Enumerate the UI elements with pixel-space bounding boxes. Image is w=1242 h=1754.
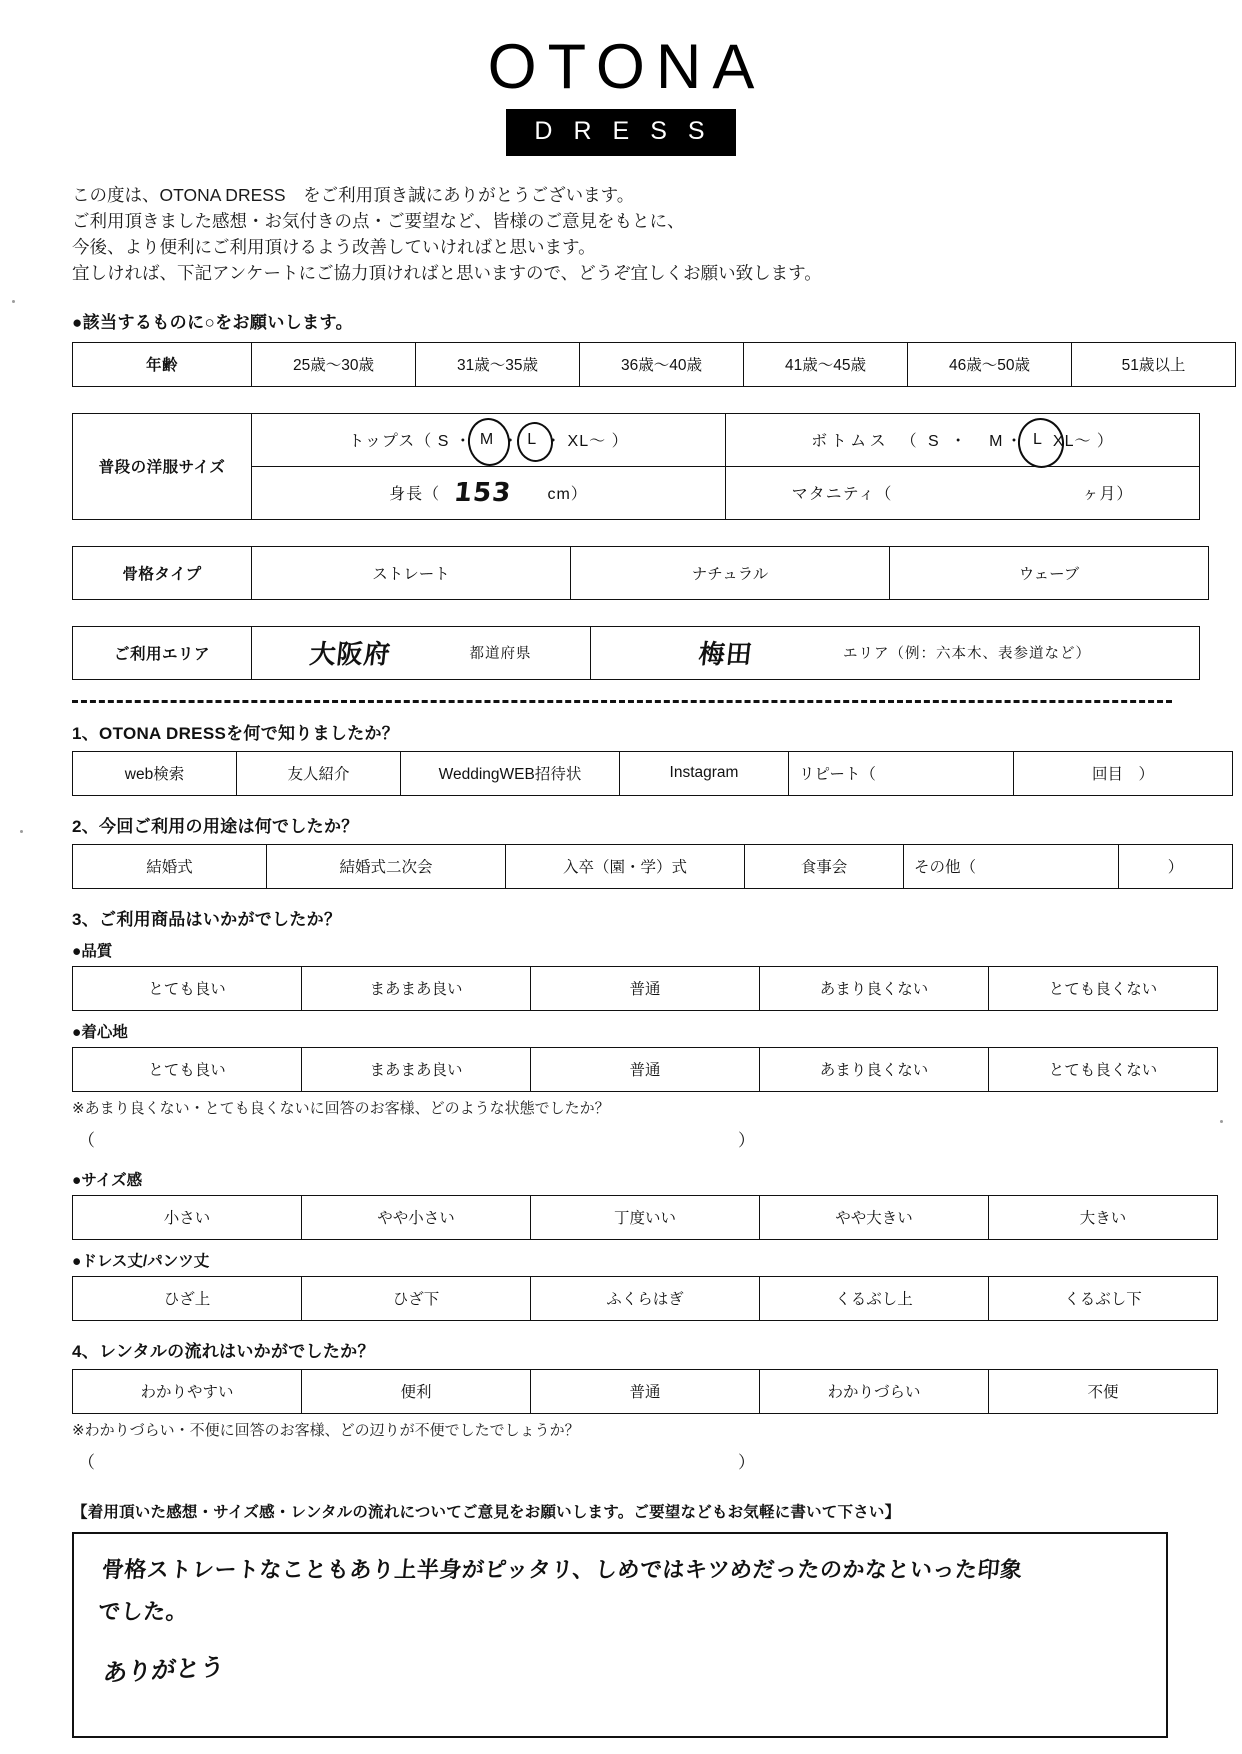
age-table [72,342,1236,387]
comment-line-1: 骨格ストレートなこともあり上半身がピッタリ、しめではキツめだったのかなといった印象 [100,1557,1024,1583]
height-value-handwritten: 153 [452,477,514,508]
q2-option-ceremony[interactable]: 入卒（園・学）式 [506,844,745,888]
brand-subname: DRESS [506,109,735,156]
question-1-table [72,751,1233,796]
comfort-option-very-good[interactable]: とても良い [73,1047,302,1091]
area-caption: エリア（例：六本木、表参道など） [843,646,1091,663]
q2-option-wedding[interactable]: 結婚式 [73,844,267,888]
table-row [73,342,1236,386]
length-option-above-knee[interactable]: ひざ上 [73,1276,302,1320]
comfort-note: ※あまり良くない・とても良くないに回答のお客様、どのような状態でしたか？ [72,1099,610,1117]
q4-option-convenient[interactable]: 便利 [302,1369,531,1413]
scan-artifact [1220,1120,1223,1123]
comfort-option-normal[interactable]: 普通 [531,1047,760,1091]
body-type-option-natural[interactable]: ナチュラル [571,546,890,599]
length-label: ●ドレス丈/パンツ丈 [72,1252,210,1270]
intro-line-1: この度は、OTONA DRESS をご利用頂き誠にありがとうございます。 [72,184,635,205]
table-row [73,1369,1218,1413]
quality-option-not-good[interactable]: あまり良くない [760,966,989,1010]
fit-option-slightly-small[interactable]: やや小さい [302,1195,531,1239]
scan-artifact [12,300,15,303]
height-unit-label: cm） [547,486,588,504]
tops-size-cell[interactable] [252,413,726,466]
comfort-label: ●着心地 [72,1023,128,1041]
length-option-below-ankle[interactable]: くるぶし下 [989,1276,1218,1320]
bottoms-dot: ・ [1005,433,1023,451]
quality-option-fairly-good[interactable]: まあまあ良い [302,966,531,1010]
quality-option-very-bad[interactable]: とても良くない [989,966,1218,1010]
q4-answer-close: ） [738,1452,755,1472]
bottoms-prefix-label: ボトムス （ S ・ M [811,433,1006,451]
comfort-answer-open: （ [78,1130,95,1150]
bottoms-option-l[interactable] [1023,431,1053,449]
section-divider [72,700,1172,703]
tops-suffix-label: ・ XL～ ） [545,433,629,451]
length-option-above-ankle[interactable]: くるぶし上 [760,1276,989,1320]
q4-option-normal[interactable]: 普通 [531,1369,760,1413]
fit-option-small[interactable]: 小さい [73,1195,302,1239]
q2-option-other[interactable]: その他（ [904,844,1119,888]
quality-option-normal[interactable]: 普通 [531,966,760,1010]
age-option-31-35[interactable]: 31歳～35歳 [416,342,580,386]
tops-option-m[interactable] [472,431,502,449]
height-label: 身長（ [389,486,441,504]
brand-logo [0,0,1242,156]
intro-line-3: 今後、より便利にご利用頂けるよう改善していければと思います。 [72,236,596,257]
height-cell[interactable] [252,466,726,519]
age-label: 年齢 [73,342,252,386]
comfort-answer-line[interactable] [78,1126,1242,1148]
comment-box[interactable] [72,1532,1168,1738]
maternity-cell[interactable] [726,466,1200,519]
age-option-46-50[interactable]: 46歳～50歳 [908,342,1072,386]
length-option-below-knee[interactable]: ひざ下 [302,1276,531,1320]
q1-option-instagram[interactable]: Instagram [620,751,789,795]
age-option-51-plus[interactable]: 51歳以上 [1072,342,1236,386]
prefecture-caption: 都道府県 [469,646,532,663]
bottoms-suffix-label: XL～ ） [1052,433,1114,451]
body-type-option-straight[interactable]: ストレート [252,546,571,599]
quality-table [72,966,1218,1011]
brand-name: OTONA [487,32,766,102]
comment-signature: ありがとう [101,1652,226,1687]
area-table [72,626,1200,680]
clothing-size-label: 普段の洋服サイズ [73,413,252,519]
q1-option-weddingweb[interactable]: WeddingWEB招待状 [401,751,620,795]
body-type-label: 骨格タイプ [73,546,252,599]
question-2-title: 2、今回ご利用の用途は何でしたか？ [72,816,359,836]
comfort-answer-close: ） [738,1130,755,1150]
q1-option-repeat-count[interactable]: 回目 ） [1014,751,1233,795]
table-row [73,1195,1218,1239]
tops-option-l[interactable] [519,431,545,449]
question-1-title: 1、OTONA DRESSを何で知りましたか？ [72,723,400,743]
q1-option-web-search[interactable]: web検索 [73,751,237,795]
fit-option-large[interactable]: 大きい [989,1195,1218,1239]
comfort-option-not-good[interactable]: あまり良くない [760,1047,989,1091]
comment-line-2: でした。 [97,1599,190,1625]
tops-dot-1: ・ [502,433,520,451]
table-row [73,626,1200,679]
maternity-label: マタニティ（ [791,486,893,504]
q4-option-inconvenient[interactable]: 不便 [989,1369,1218,1413]
comment-section-title: 【着用頂いた感想・サイズ感・レンタルの流れについてご意見をお願いします。ご要望などもお気軽に書いて下さい】 [72,1503,901,1521]
age-option-25-30[interactable]: 25歳～30歳 [252,342,416,386]
fit-label: ●サイズ感 [72,1171,143,1189]
q2-option-other-close[interactable]: ） [1119,844,1233,888]
comfort-table [72,1047,1218,1092]
q2-option-dinner[interactable]: 食事会 [745,844,904,888]
table-row [73,844,1233,888]
prefecture-value-handwritten: 大阪府 [308,640,393,671]
quality-label: ●品質 [72,942,113,960]
fit-option-slightly-large[interactable]: やや大きい [760,1195,989,1239]
clothing-size-table [72,413,1200,520]
tops-m-label: M [479,430,495,448]
comfort-option-fairly-good[interactable]: まあまあ良い [302,1047,531,1091]
table-row [73,1276,1218,1320]
comment-handwritten [96,1550,1143,1634]
body-type-option-wave[interactable]: ウェーブ [890,546,1209,599]
q1-option-repeat[interactable]: リピート（ [789,751,1014,795]
maternity-unit-label: ヶ月） [1082,486,1134,504]
body-type-table [72,546,1209,600]
q2-option-afterparty[interactable]: 結婚式二次会 [267,844,506,888]
area-value-handwritten: 梅田 [697,640,755,671]
question-4-title: 4、レンタルの流れはいかがでしたか？ [72,1341,375,1361]
age-option-36-40[interactable]: 36歳～40歳 [580,342,744,386]
scan-artifact [20,830,23,833]
length-table [72,1276,1218,1321]
table-row [73,546,1209,599]
age-option-41-45[interactable]: 41歳～45歳 [744,342,908,386]
bottoms-l-label: L [1032,430,1043,448]
question-2-table [72,844,1233,889]
quality-option-very-good[interactable]: とても良い [73,966,302,1010]
q4-note: ※わかりづらい・不便に回答のお客様、どの辺りが不便でしたでしょうか？ [72,1421,580,1439]
fit-option-just-right[interactable]: 丁度いい [531,1195,760,1239]
intro-line-2: ご利用頂きました感想・お気付きの点・ご要望など、皆様のご意見をもとに、 [72,210,685,231]
table-row [73,751,1233,795]
bottoms-size-cell[interactable] [726,413,1200,466]
q4-answer-open: （ [78,1452,95,1472]
comfort-option-very-bad[interactable]: とても良くない [989,1047,1218,1091]
area-name-cell[interactable] [591,626,1200,679]
circle-instruction: ●該当するものに○をお願いします。 [72,312,353,332]
q1-option-friend[interactable]: 友人紹介 [237,751,401,795]
intro-line-4: 宜しければ、下記アンケートにご協力頂ければと思いますので、どうぞ宜しくお願い致します。 [72,262,822,283]
tops-prefix-label: トップス（ S ・ [348,433,472,451]
q4-option-easy[interactable]: わかりやすい [73,1369,302,1413]
question-4-table [72,1369,1218,1414]
prefecture-cell[interactable] [252,626,591,679]
question-3-title: 3、ご利用商品はいかがでしたか？ [72,909,342,929]
table-row [73,413,1200,466]
table-row [73,1047,1218,1091]
fit-table [72,1195,1218,1240]
length-option-calf[interactable]: ふくらはぎ [531,1276,760,1320]
intro-paragraph [72,182,1242,286]
table-row [73,966,1218,1010]
q4-answer-line[interactable] [78,1448,1242,1470]
q4-option-confusing[interactable]: わかりづらい [760,1369,989,1413]
tops-l-label: L [527,430,538,448]
area-label: ご利用エリア [73,626,252,679]
